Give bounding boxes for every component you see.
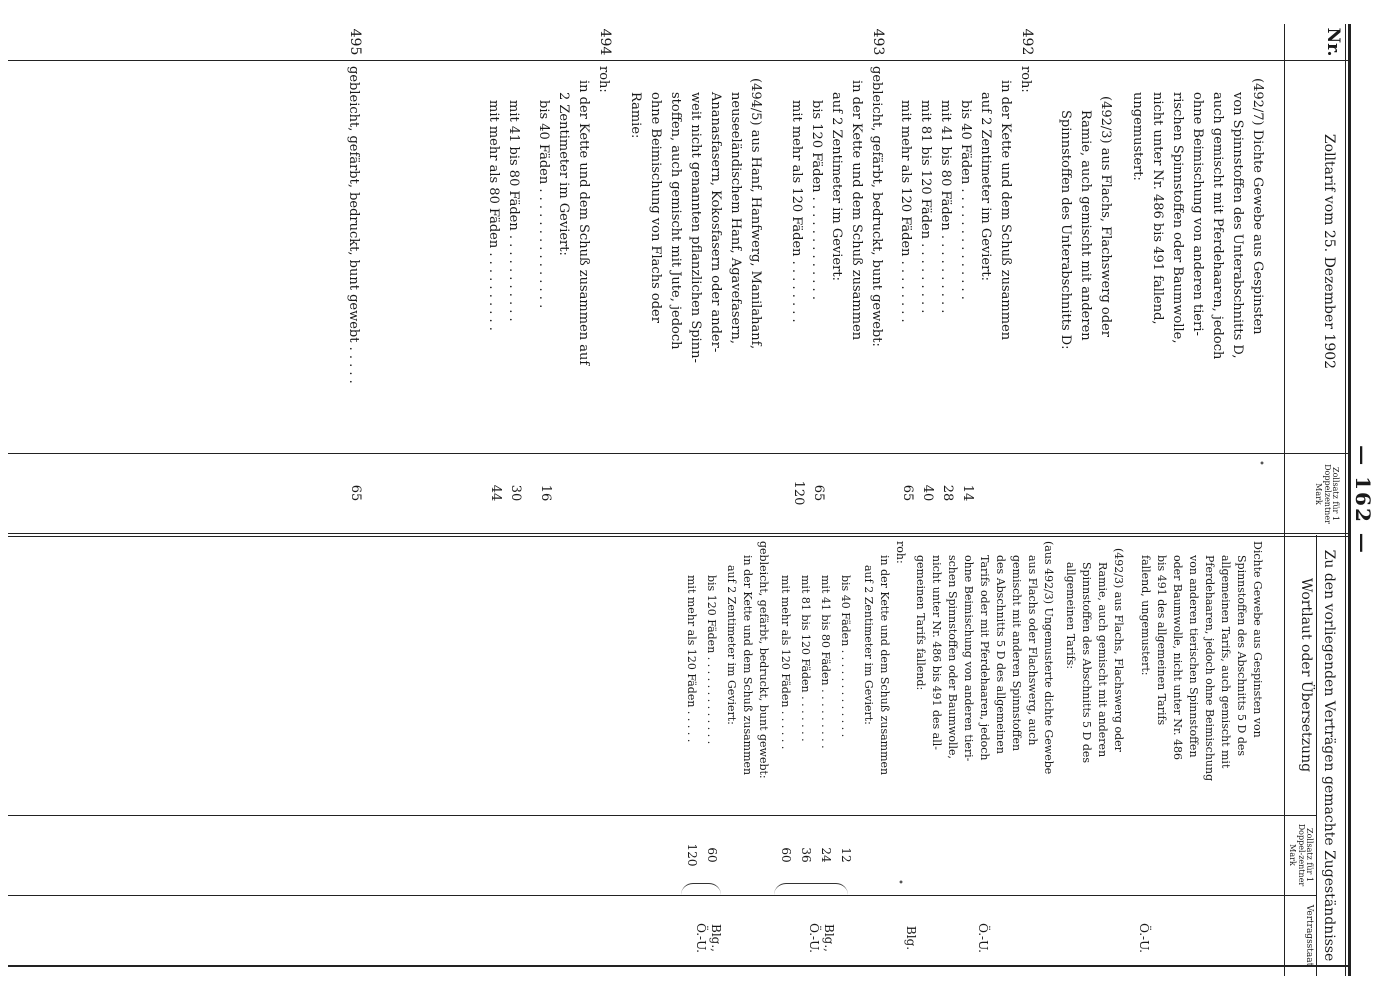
tariff-line: Ramie: xyxy=(628,92,643,139)
zollsatz-value: 16 xyxy=(538,484,553,502)
zollsatz-value: 120 xyxy=(791,480,806,506)
vertragsstaat-label xyxy=(806,905,836,971)
vertragsstaat-label xyxy=(693,905,723,971)
agreement-line: fallend, ungemustert: xyxy=(1139,555,1152,676)
zollsatz-value: 30 xyxy=(508,484,523,502)
tariff-line: Ananasfasern, Kokosfasern oder ander- xyxy=(708,92,723,353)
vertragsstaat-label: Ö.-U. xyxy=(1137,923,1151,953)
column-header-zollsatz-left: Zollsatz für 1 Doppelzentner Mark xyxy=(1314,464,1340,524)
tariff-line: bis 40 Fäden . . . . . . . . . . . . . . xyxy=(958,100,973,300)
column-header-zolltarif: Zolltarif vom 25. Dezember 1902 xyxy=(1321,133,1337,370)
tariff-number: 494 xyxy=(597,28,613,56)
tariff-line: mit mehr als 120 Fäden . . . . . . . . xyxy=(898,100,913,323)
agreement-line: nicht unter Nr. 486 bis 491 des all- xyxy=(930,555,943,750)
vertragsstaat-line: Blg., xyxy=(822,924,836,952)
agreement-line: roh: xyxy=(894,541,907,564)
scan-speck: • xyxy=(894,879,905,885)
agreement-line: bis 491 des allgemeinen Tarifs xyxy=(1155,555,1168,726)
tariff-line: bis 40 Fäden . . . . . . . . . . . . . . . xyxy=(536,100,551,309)
agreement-line: allgemeinen Tarifs: xyxy=(1064,562,1077,670)
top-double-rule xyxy=(1348,24,1351,976)
agreement-line: bis 120 Fäden . . . . . . . . . . . . . xyxy=(705,575,718,745)
zollsatz-value: 14 xyxy=(960,484,975,502)
zollsatz-value: 120 xyxy=(685,843,699,867)
agreement-line: gebleicht, gefärbt, bedruckt, bunt gewebt: xyxy=(757,541,770,779)
tariff-line: in der Kette und dem Schuß zusammen xyxy=(849,80,864,341)
col-rule-middle-double xyxy=(8,533,1348,534)
tariff-line: roh: xyxy=(596,66,611,93)
agreement-line: des Abschnitts 5 D des allgemeinen xyxy=(994,555,1007,754)
agreement-line: ohne Beimischung von anderen tieri- xyxy=(962,555,975,762)
agreement-line: Ramie, auch gemischt mit anderen xyxy=(1096,562,1109,758)
tariff-line: in der Kette und dem Schuß zusammen xyxy=(998,80,1013,341)
tariff-line: mit mehr als 120 Fäden . . . . . . . . xyxy=(789,100,804,323)
vertragsstaat-label: Ö.-U. xyxy=(976,923,990,953)
zollsatz-value: 65 xyxy=(900,484,915,502)
right-header-divider xyxy=(1316,535,1317,976)
agreement-line: schen Spinnstoffen oder Baumwolle, xyxy=(946,555,959,760)
agreement-line: Spinnstoffen des Abschnitts 5 D des xyxy=(1235,555,1248,757)
tariff-line: ohne Beimischung von anderen tieri- xyxy=(1190,92,1205,336)
agreement-line: Tarifs oder mit Pferdehaaren, jedoch xyxy=(978,555,991,761)
tariff-line: Ramie, auch gemischt mit anderen xyxy=(1078,110,1093,341)
agreement-line: von anderen tierischen Spinnstoffen xyxy=(1187,555,1200,758)
zollsatz-value: 12 xyxy=(839,847,853,863)
zollsatz-value: 28 xyxy=(940,484,955,502)
col-rule-nr xyxy=(8,60,1348,61)
col-rule-middle-double-2 xyxy=(8,536,1348,537)
agreement-line: auf 2 Zentimeter im Geviert: xyxy=(725,565,738,725)
zollsatz-value: 40 xyxy=(920,484,935,502)
curly-brace xyxy=(774,883,848,902)
tariff-line: 2 Zentimeter im Geviert: xyxy=(556,92,571,256)
curly-brace xyxy=(681,883,721,902)
col-rule-vertragsstaat xyxy=(8,895,1317,896)
vertragsstaat-label: Blg. xyxy=(904,925,918,951)
agreement-line: bis 40 Fäden . . . . . . . . . . . . . xyxy=(839,575,852,738)
agreement-line: auf 2 Zentimeter im Geviert: xyxy=(862,565,875,725)
zollsatz-value: 65 xyxy=(348,484,363,502)
column-header-zugestaendnisse: Zu den vorliegenden Verträgen gemachte Zugeständnisse xyxy=(1321,549,1337,962)
tariff-line: auf 2 Zentimeter im Geviert: xyxy=(829,92,844,281)
tariff-line: mit mehr als 80 Fäden . . . . . . . . . . xyxy=(486,100,501,331)
agreement-line: oder Baumwolle, nicht unter Nr. 486 xyxy=(1171,555,1184,760)
agreement-line: mit mehr als 120 Fäden . . . . . . xyxy=(779,575,792,750)
zollsatz-value: 24 xyxy=(819,847,833,863)
agreement-line: gemeinen Tarifs fallend: xyxy=(914,555,927,691)
tariff-line: mit 41 bis 80 Fäden . . . . . . . . . . . xyxy=(506,100,521,322)
tariff-line: (492/3) aus Flachs, Flachswerg oder xyxy=(1098,96,1113,337)
column-header-zollsatz-right: Zollsatz für 1 Doppel-zentner Mark xyxy=(1288,823,1314,887)
agreement-line: in der Kette und dem Schuß zusammen xyxy=(878,555,891,776)
agreement-line: Dichte Gewebe aus Gespinsten von xyxy=(1251,541,1264,738)
zollsatz-value: 36 xyxy=(799,847,813,863)
tariff-line: (494/5) aus Hanf, Hanfwerg, Manilahanf, xyxy=(748,78,763,350)
header-bottom-rule xyxy=(1284,24,1285,976)
agreement-line: aus Flachs oder Flachswerg, auch xyxy=(1026,555,1039,746)
vertragsstaat-line: Blg., xyxy=(709,924,723,952)
agreement-line: in der Kette und dem Schuß zusammen xyxy=(741,555,754,776)
column-header-wortlaut: Wortlaut oder Übersetzung xyxy=(1298,577,1314,773)
agreement-line: gemischt mit anderen Spinnstoffen xyxy=(1010,555,1023,752)
tariff-line: gebleicht, gefärbt, bedruckt, bunt gewebt . . . . . xyxy=(346,66,361,384)
tariff-line: roh: xyxy=(1018,66,1033,93)
agreement-line: Pferdehaaren, jedoch ohne Beimischung xyxy=(1203,555,1216,782)
agreement-line: mit 81 bis 120 Fäden . . . . . . . xyxy=(799,575,812,742)
column-header-vertragsstaat: Vertragsstaat xyxy=(1304,904,1314,967)
tariff-number: 492 xyxy=(1019,28,1035,56)
zollsatz-value: 65 xyxy=(811,484,826,502)
tariff-line: rischen Spinnstoffen oder Baumwolle, xyxy=(1170,92,1185,344)
agreement-line: allgemeinen Tarifs, auch gemischt mit xyxy=(1219,555,1232,769)
agreement-line: (492/3) aus Flachs, Flachswerg oder xyxy=(1112,548,1125,752)
tariff-line: ohne Beimischung von Flachs oder xyxy=(648,92,663,323)
col-rule-right-rate xyxy=(8,815,1317,816)
tariff-line: neuseeländischem Hanf, Agavefasern, xyxy=(728,92,743,344)
agreement-line: Spinnstoffen des Abschnitts 5 D des xyxy=(1080,562,1093,764)
tariff-line: nicht unter Nr. 486 bis 491 fallend, xyxy=(1150,92,1165,325)
tariff-line: Spinnstoffen des Unterabschnitts D: xyxy=(1058,110,1073,350)
tariff-number: 493 xyxy=(870,28,886,56)
tariff-line: gebleicht, gefärbt, bedruckt, bunt gewebt: xyxy=(869,66,884,347)
tariff-line: mit 41 bis 80 Fäden . . . . . . . . . . xyxy=(938,100,953,314)
top-thin-rule xyxy=(1345,24,1346,976)
tariff-line: stoffen, auch gemischt mit Jute, jedoch xyxy=(668,92,683,350)
zollsatz-value: 60 xyxy=(779,847,793,863)
agreement-line: mit mehr als 120 Fäden . . . . . xyxy=(685,575,698,743)
page-number: — 162 — xyxy=(1351,445,1375,555)
tariff-line: weit nicht genannten pflanzlichen Spinn- xyxy=(688,92,703,363)
tariff-line: (492/7) Dichte Gewebe aus Gespinsten xyxy=(1250,78,1265,335)
tariff-line: ungemustert: xyxy=(1130,92,1145,181)
tariff-number: 495 xyxy=(347,28,363,56)
tariff-line: auf 2 Zentimeter im Geviert: xyxy=(978,92,993,281)
tariff-line: mit 81 bis 120 Fäden . . . . . . . . . xyxy=(918,100,933,314)
tariff-line: auch gemischt mit Pferdehaaren, jedoch xyxy=(1210,92,1225,360)
vertragsstaat-line: Ö.-U. xyxy=(807,923,821,953)
vertragsstaat-line: Ö.-U. xyxy=(694,923,708,953)
tariff-line: von Spinnstoffen des Unterabschnitts D, xyxy=(1230,92,1245,359)
tariff-line: bis 120 Fäden . . . . . . . . . . . . . xyxy=(809,100,824,300)
tariff-line: in der Kette und dem Schuß zusammen auf xyxy=(576,80,591,366)
column-header-nr: Nr. xyxy=(1323,27,1343,57)
agreement-line: (aus 492/3) Ungemusterte dichte Gewebe xyxy=(1042,541,1055,775)
zollsatz-value: 44 xyxy=(488,484,503,502)
scan-speck: • xyxy=(1255,460,1266,466)
agreement-line: mit 41 bis 80 Fäden . . . . . . . . . xyxy=(819,575,832,749)
zollsatz-value: 60 xyxy=(705,847,719,863)
col-rule-left-rate xyxy=(8,453,1348,454)
